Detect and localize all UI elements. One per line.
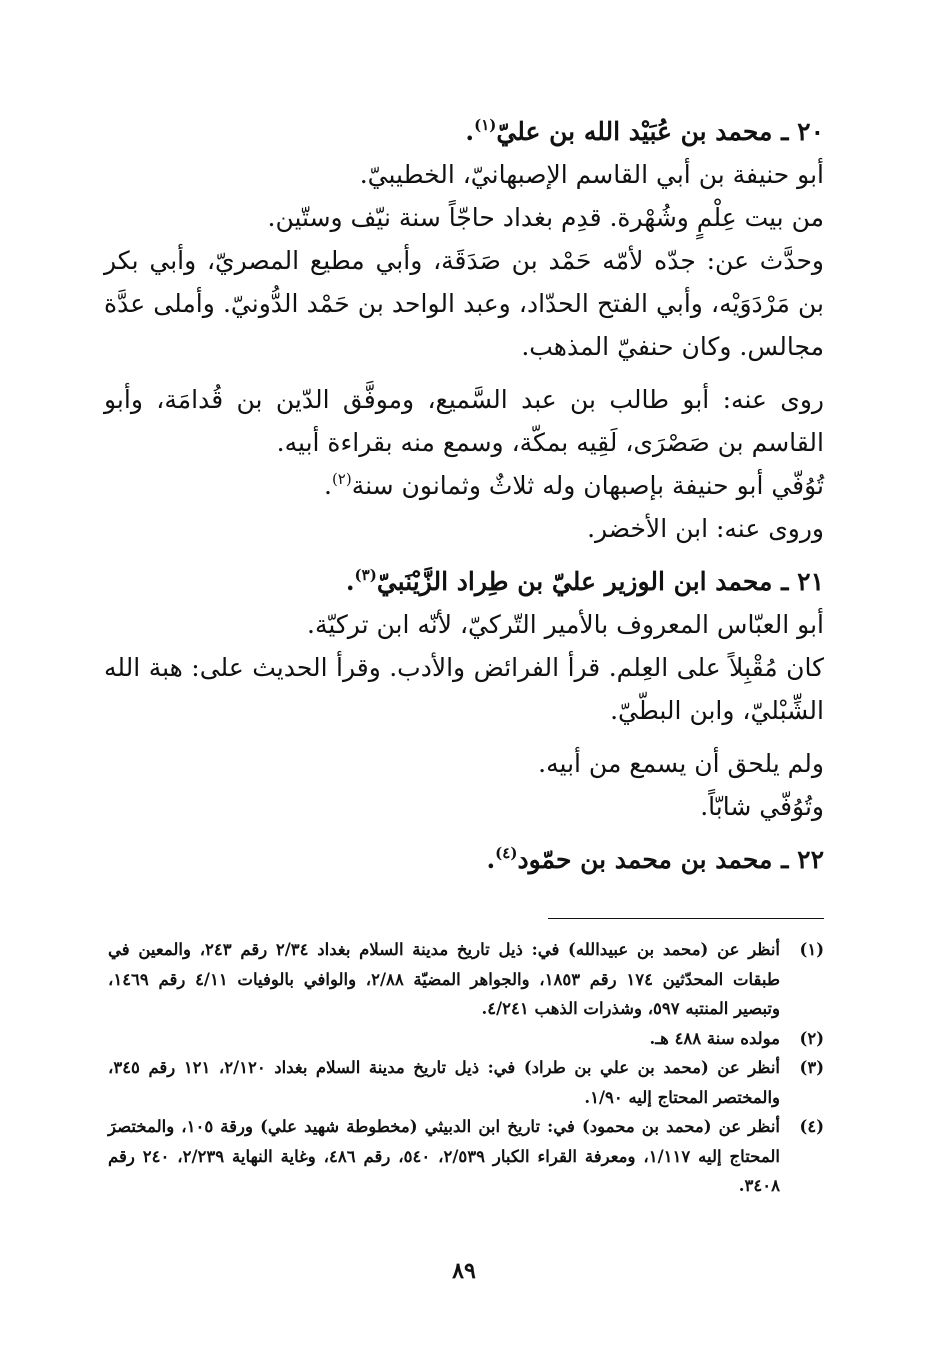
footnote-number: (٤) bbox=[799, 1117, 824, 1136]
footnote-number: (٢) bbox=[799, 1028, 824, 1048]
entry-heading: ٢١ ـ محمد ابن الوزير عليّ بن طِراد الزَّيْنَبيّ$^{(٣)}$. bbox=[345, 566, 824, 596]
entry-paragraph: أبو العبّاس المعروف بالأمير التّركيّ، لأنّه ابن تركيّة. bbox=[307, 610, 824, 639]
entry-heading: ٢٢ ـ محمد بن محمد بن حمّود$^{(٤)}$. bbox=[486, 844, 824, 874]
footnote-ref: (٢) bbox=[331, 470, 352, 488]
entry-paragraph: وتُوُفّي شابّاً. bbox=[700, 792, 824, 821]
footnote-ref: (٣) bbox=[354, 566, 377, 584]
entry-paragraph: كان مُقْبِلاً على العِلم. قرأ الفرائض والأدب. وقرأ الحديث على: هبة الله الشِّبْليّ، وابن البطّيّ. bbox=[104, 653, 824, 725]
footnote-divider bbox=[548, 918, 824, 919]
entry-heading: ٢٠ ـ محمد بن عُبَيْد الله بن عليّ$^{(١)}$. bbox=[465, 116, 824, 146]
entry-paragraph: تُوُفّي أبو حنيفة بإصبهان وله ثلاثٌ وثمانون سنة$^{(٢)}$. bbox=[323, 470, 824, 500]
footnotes bbox=[108, 935, 824, 1201]
entry-paragraph: ولم يلحق أن يسمع من أبيه. bbox=[538, 749, 824, 778]
footnote-text: أنظر عن (محمد بن عبيدالله) في: ذيل تاريخ مدينة السلام بغداد ٢/٣٤ رقم ٢٤٣، والمعين في طبقات المحدّثين ١٧٤ رقم ١٨٥٣، والجواهر المضيّة ٢/٨٨، والوافي بالوفيات ٤/١١ رقم ١٤٦٩، وتبصير المنتبه ٥٩٧، وشذرات الذهب ٤/٢٤١. bbox=[108, 940, 781, 1018]
entry-paragraph: روى عنه: أبو طالب بن عبد السَّميع، وموفَّق الدّين بن قُدامَة، وأبو القاسم بن صَصْرَى، لَقِيه بمكّة، وسمع منه بقراءة أبيه. bbox=[104, 385, 824, 457]
entry-paragraph: أبو حنيفة بن أبي القاسم الإصبهانيّ، الخطيبيّ. bbox=[359, 160, 824, 189]
footnote-ref: (١) bbox=[474, 116, 497, 134]
footnote-number: (١) bbox=[799, 940, 824, 959]
footnote bbox=[108, 1053, 824, 1112]
footnote bbox=[108, 1112, 824, 1201]
footnote-ref: (٤) bbox=[495, 844, 518, 862]
footnote-text: أنظر عن (محمد بن علي بن طراد) في: ذيل تاريخ مدينة السلام بغداد ٢/١٢٠، ١٢١ رقم ٣٤٥، والمختصر المحتاج إليه ١/٩٠. bbox=[108, 1058, 781, 1107]
footnote-text: مولده سنة ٤٨٨ هـ. bbox=[649, 1028, 780, 1048]
entry-paragraph: وروى عنه: ابن الأخضر. bbox=[587, 514, 824, 543]
entry-paragraph: من بيت عِلْمٍ وشُهْرة. قدِم بغداد حاجّاً سنة نيّف وستّين. bbox=[267, 203, 824, 232]
footnote-number: (٣) bbox=[799, 1058, 824, 1077]
entry-paragraph: وحدَّث عن: جدّه لأمّه حَمْد بن صَدَقَة، وأبي مطيع المصريّ، وأبي بكر بن مَرْدَوَيْه، وأبي الفتح الحدّاد، وعبد الواحد بن حَمْد الدُّونيّ. وأملى عدَّة مجالس. وكان حنفيّ المذهب. bbox=[104, 246, 824, 361]
footnote bbox=[108, 1024, 824, 1054]
page-number: ٨٩ bbox=[452, 1258, 476, 1284]
footnote bbox=[108, 935, 824, 1024]
footnote-text: أنظر عن (محمد بن محمود) في: تاريخ ابن الدبيثي (مخطوطة شهيد علي) ورقة ١٠٥، والمختصرَ المحتاج إليه ١/١١٧، ومعرفة القراء الكبار ٢/٥٣٩، ٥٤٠، رقم ٤٨٦، وغاية النهاية ٢/٢٣٩، ٢٤٠ رقم ٣٤٠٨. bbox=[108, 1117, 781, 1195]
main-text bbox=[104, 110, 824, 881]
